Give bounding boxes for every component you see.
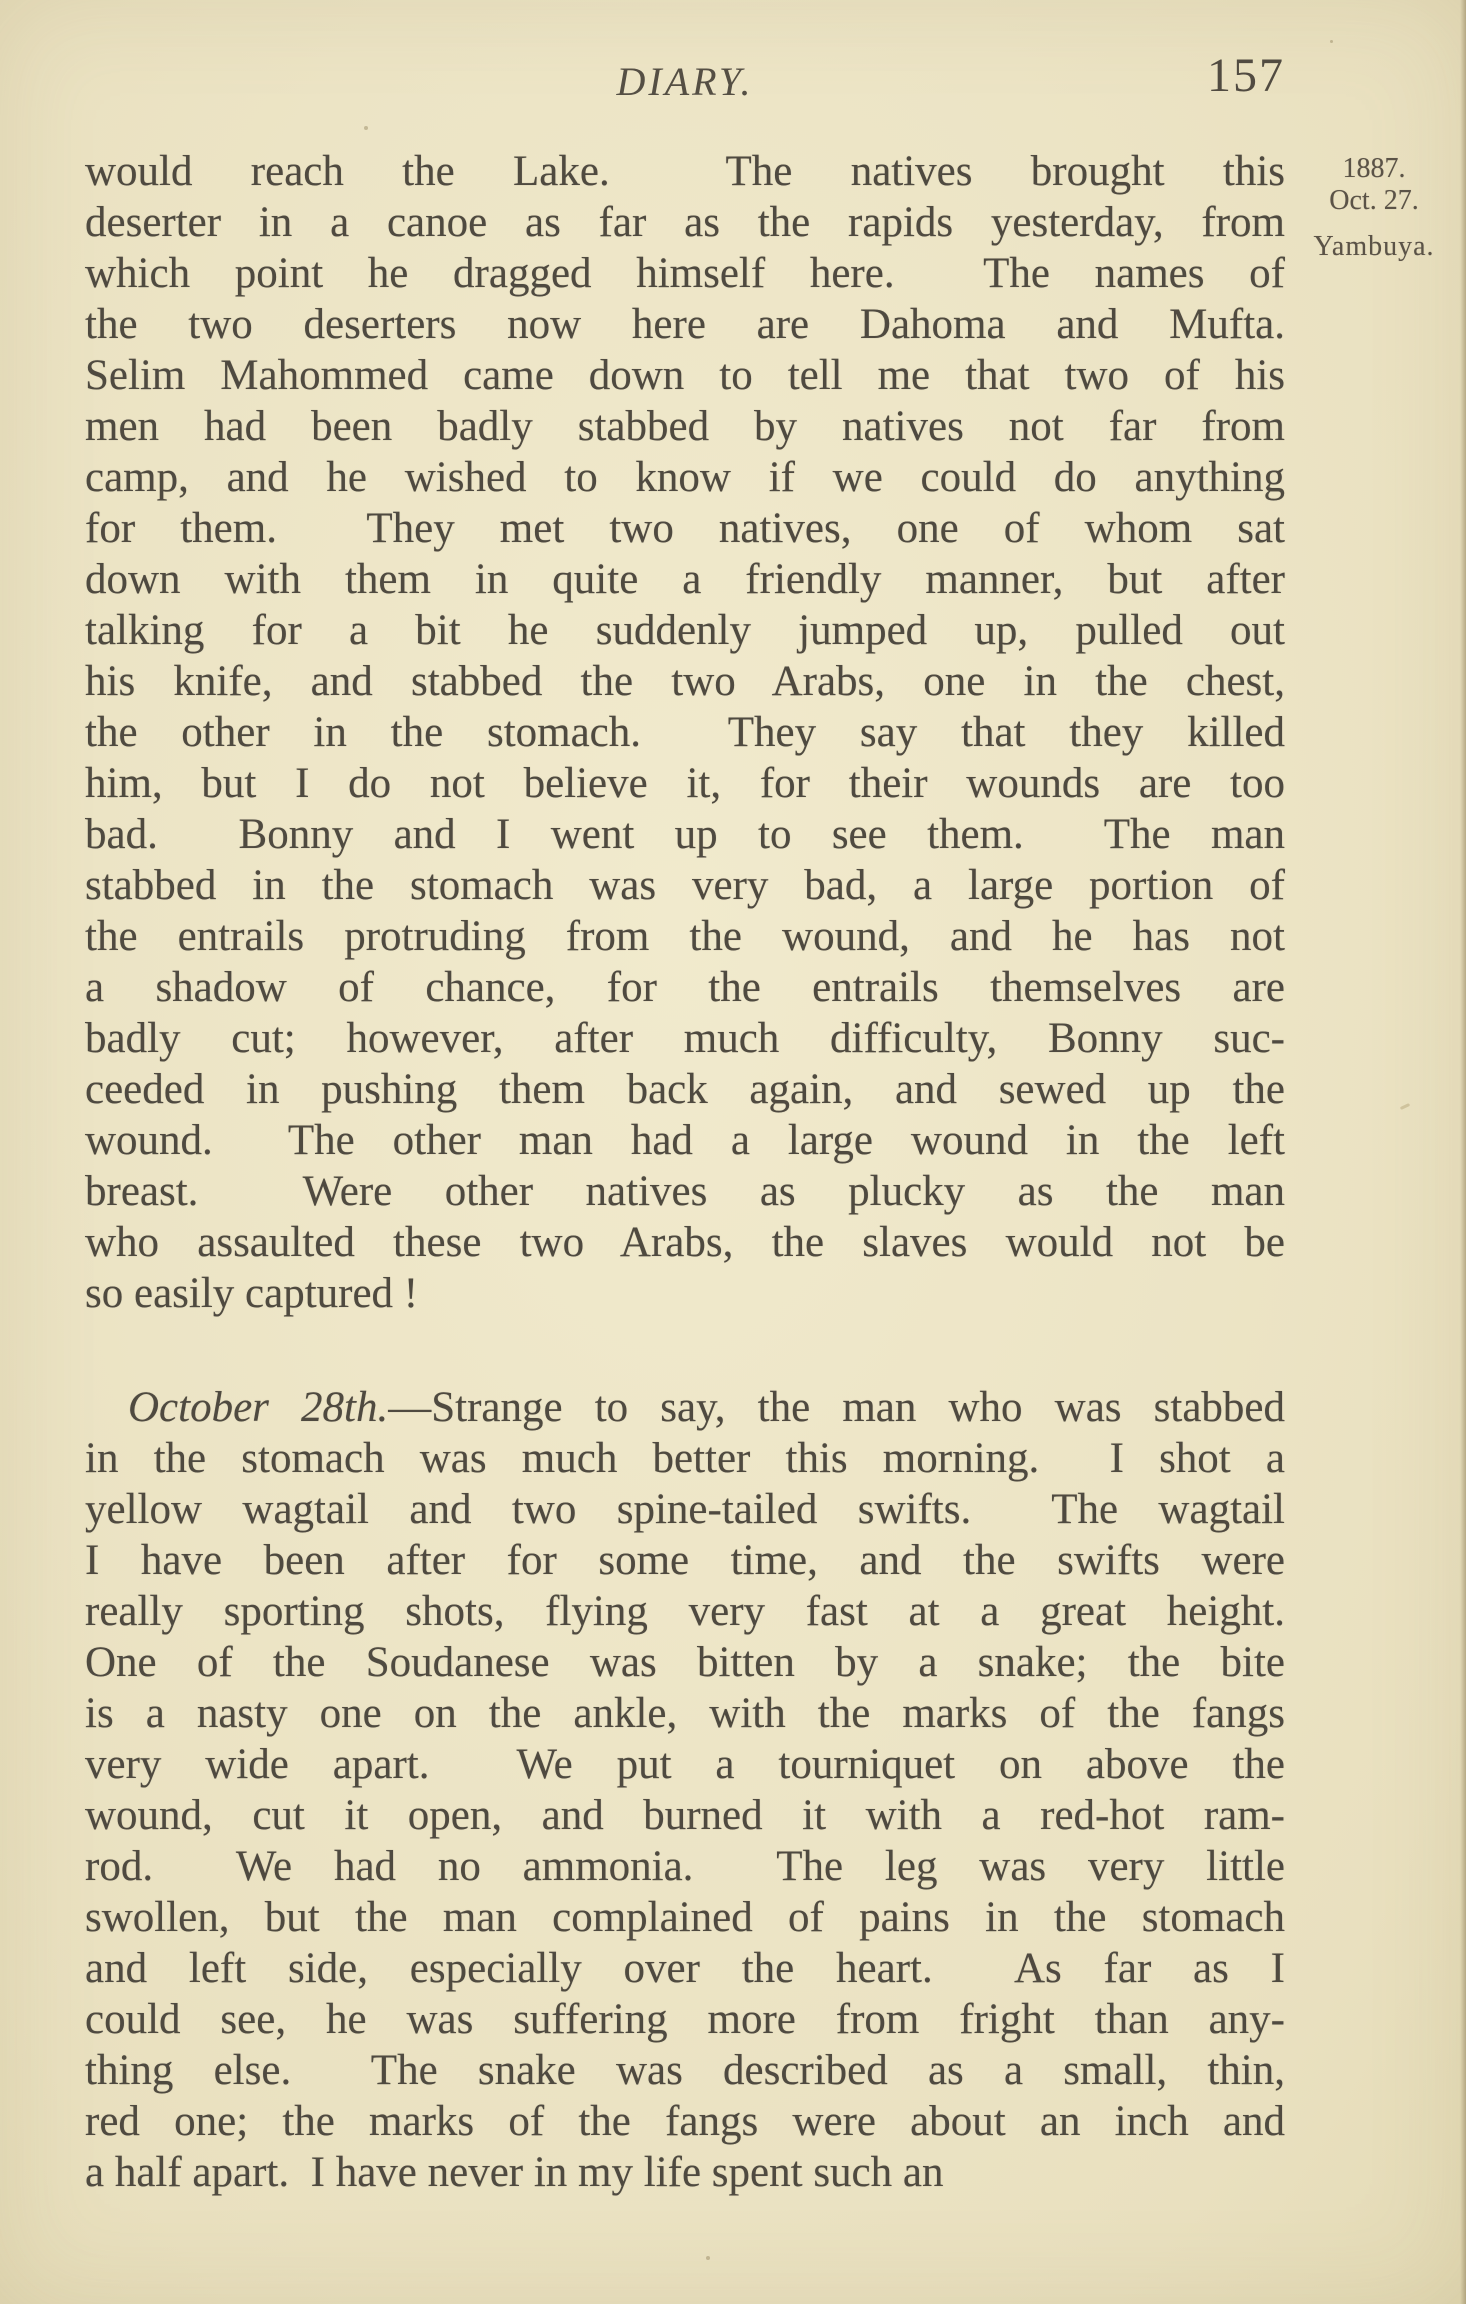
text-line: camp, and he wished to know if we could do anything bbox=[85, 454, 1285, 501]
page-header bbox=[85, 0, 1285, 130]
paragraph bbox=[85, 1382, 1285, 2198]
margin-note-year: 1887. bbox=[1342, 153, 1406, 184]
paper-speck bbox=[1330, 40, 1333, 43]
text-line: who assaulted these two Arabs, the slaves would not be bbox=[85, 1219, 1285, 1266]
page-number: 157 bbox=[1207, 49, 1285, 102]
text-line: wound. The other man had a large wound in the left bbox=[85, 1117, 1285, 1164]
text-line: Selim Mahommed came down to tell me that two of his bbox=[85, 352, 1285, 399]
text-line: would reach the Lake. The natives brought this bbox=[85, 148, 1285, 195]
text-line: wound, cut it open, and burned it with a red-hot ram- bbox=[85, 1792, 1285, 1839]
text-line: a half apart. I have never in my life spent such an bbox=[85, 2149, 944, 2196]
text-line: the other in the stomach. They say that they killed bbox=[85, 709, 1285, 756]
text-line: which point he dragged himself here. The names of bbox=[85, 250, 1285, 297]
text-line: men had been badly stabbed by natives not far from bbox=[85, 403, 1285, 450]
paper-speck bbox=[364, 126, 368, 130]
text-line: breast. Were other natives as plucky as the man bbox=[85, 1168, 1285, 1215]
date-heading: October 28th. bbox=[128, 1384, 389, 1431]
text-line: really sporting shots, flying very fast at a great height. bbox=[85, 1588, 1285, 1635]
margin-note-place: Yambuya. bbox=[1313, 231, 1435, 262]
text-line: could see, he was suffering more from fright than any- bbox=[85, 1996, 1285, 2043]
text-line: a shadow of chance, for the entrails themselves are bbox=[85, 964, 1285, 1011]
text-line: very wide apart. We put a tourniquet on above the bbox=[85, 1741, 1285, 1788]
text-line: ceeded in pushing them back again, and sewed up the bbox=[85, 1066, 1285, 1113]
text-line: red one; the marks of the fangs were about an inch and bbox=[85, 2098, 1285, 2145]
paragraph bbox=[85, 146, 1285, 1319]
text-line: deserter in a canoe as far as the rapids yesterday, from bbox=[85, 199, 1285, 246]
text-line: down with them in quite a friendly manner, but after bbox=[85, 556, 1285, 603]
text-line: thing else. The snake was described as a small, thin, bbox=[85, 2047, 1285, 2094]
text-line: for them. They met two natives, one of whom sat bbox=[85, 505, 1285, 552]
margin-note-date: Oct. 27. bbox=[1329, 185, 1419, 216]
text-line: the two deserters now here are Dahoma and Mufta. bbox=[85, 301, 1285, 348]
text-line: bad. Bonny and I went up to see them. The man bbox=[85, 811, 1285, 858]
page-edge-shadow bbox=[1460, 0, 1466, 2304]
running-title: DIARY. bbox=[616, 59, 754, 104]
text-line: in the stomach was much better this morning. I shot a bbox=[85, 1435, 1285, 1482]
text-line: swollen, but the man complained of pains in the stomach bbox=[85, 1894, 1285, 1941]
text-line: One of the Soudanese was bitten by a snake; the bite bbox=[85, 1639, 1285, 1686]
diary-text bbox=[85, 146, 1285, 2198]
text-line: stabbed in the stomach was very bad, a large portion of bbox=[85, 862, 1285, 909]
paper-speck bbox=[1400, 1103, 1410, 1110]
text-line: rod. We had no ammonia. The leg was very little bbox=[85, 1843, 1285, 1890]
text-line: I have been after for some time, and the swifts were bbox=[85, 1537, 1285, 1584]
text-line: the entrails protruding from the wound, and he has not bbox=[85, 913, 1285, 960]
text-line: October 28th.—Strange to say, the man who was stabbed bbox=[128, 1384, 1285, 1431]
text-line: so easily captured ! bbox=[85, 1270, 419, 1317]
text-line: his knife, and stabbed the two Arabs, one in the chest, bbox=[85, 658, 1285, 705]
text-line: yellow wagtail and two spine-tailed swifts. The wagtail bbox=[85, 1486, 1285, 1533]
text-line: him, but I do not believe it, for their wounds are too bbox=[85, 760, 1285, 807]
text-line: and left side, especially over the heart. As far as I bbox=[85, 1945, 1285, 1992]
text-line: talking for a bit he suddenly jumped up, pulled out bbox=[85, 607, 1285, 654]
text-line: badly cut; however, after much difficulty, Bonny suc- bbox=[85, 1015, 1285, 1062]
paper-speck bbox=[706, 2256, 710, 2260]
margin-note bbox=[1298, 153, 1450, 263]
text-line: is a nasty one on the ankle, with the marks of the fangs bbox=[85, 1690, 1285, 1737]
